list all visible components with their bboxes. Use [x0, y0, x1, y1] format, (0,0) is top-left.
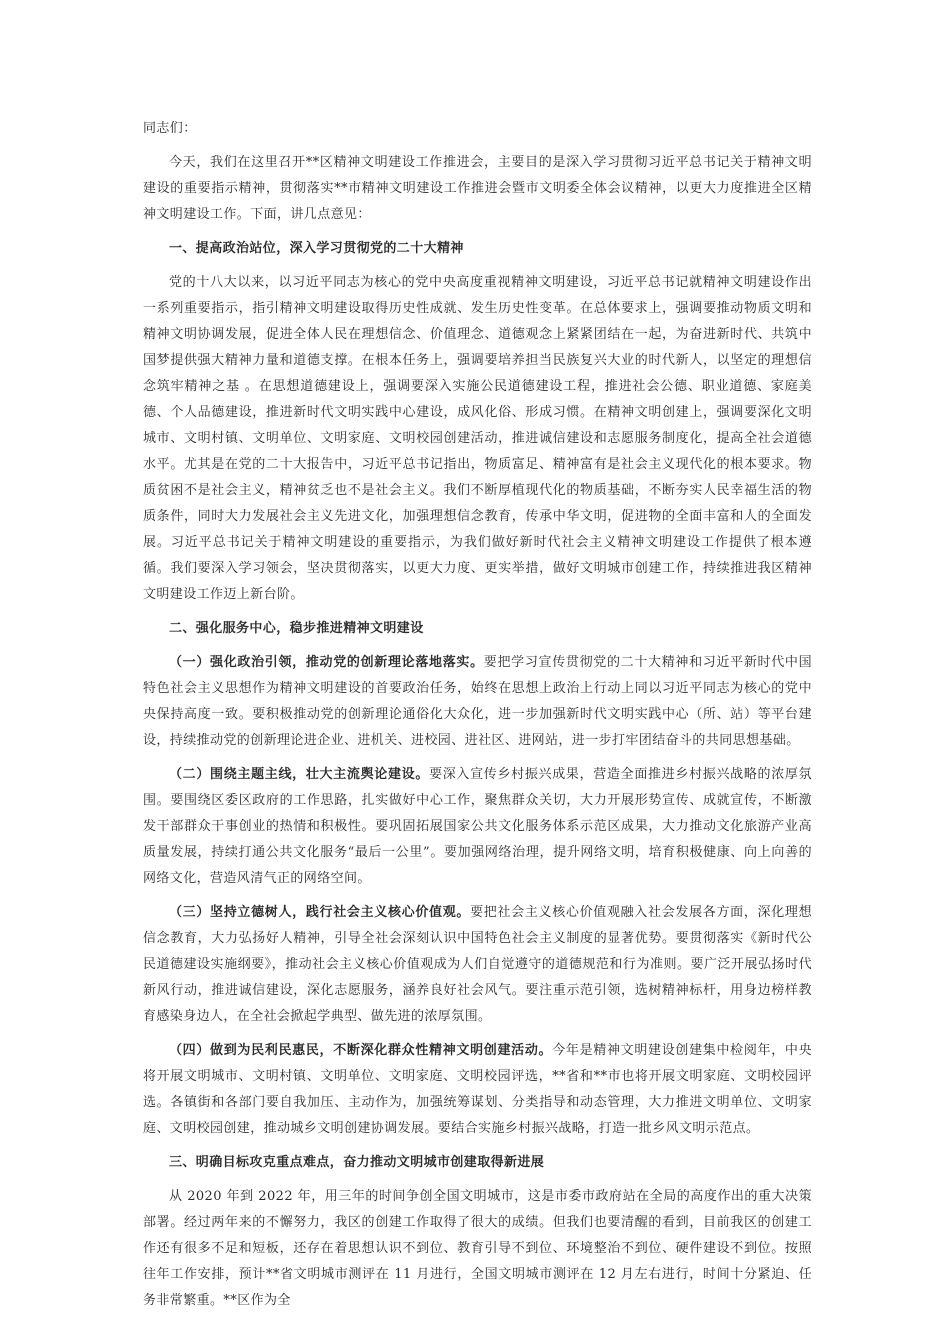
section-1-paragraph: 党的十八大以来，以习近平同志为核心的党中央高度重视精神文明建设，习近平总书记就精神文明建设作出一系列重要指示，指引精神文明建设取得历史性成就、发生历史性变革。在总体要求上，强调要推动物质文明和精神文明协调发展，促进全体人民在理想信念、价值理念、道德观念上紧紧团结在一起，为奋进新时代、共筑中国梦提供强大精神力量和道德支撑。在根本任务上，强调要培养担当民族复兴大业的时代新人，以坚定的理想信念筑牢精神之基 。在思想道德建设上，强调要深入实施公民道德建设工程，推进社会公德、职业道德、家庭美德、个人品德建设，推进新时代文明实践中心建设，成风化俗、形成习惯。在精神文明创建上，强调要深化文明城市、文明村镇、文明单位、文明家庭、文明校园创建活动，推进诚信建设和志愿服务制度化，提高全社会道德水平。尤其是在党的二十大报告中，习近平总书记指出，物质富足、精神富有是社会主义现代化的根本要求。物质贫困不是社会主义，精神贫乏也不是社会主义。我们不断厚植现代化的物质基础，不断夯实人民幸福生活的物质条件，同时大力发展社会主义先进文化，加强理想信念教育，传承中华文明，促进物的全面丰富和人的全面发展。习近平总书记关于精神文明建设的重要指示，为我们做好新时代社会主义精神文明建设工作提供了根本遵循。我们要深入学习领会，坚决贯彻落实，以更大力度、更实举措，做好文明城市创建工作，持续推进我区精神文明建设工作迈上新台阶。 [143, 275, 812, 602]
item-1-lead: （一）强化政治引领，推动党的创新理论落地落实。 [169, 655, 484, 670]
section-3-heading: 三、明确目标攻克重点难点，奋力推动文明城市创建取得新进展 [169, 1155, 545, 1170]
item-3-lead: （三）坚持立德树人，践行社会主义核心价值观。 [169, 905, 471, 920]
section-2-item-2 [143, 762, 812, 892]
item-1-body: 要把学习宣传贯彻党的二十大精神和习近平新时代中国特色社会主义思想作为精神文明建设的首要政治任务，始终在思想上政治上行动上同以习近平同志为核心的党中央保持高度一致。要积极推动党的创新理论通俗化大众化，进一步加强新时代文明实践中心（所、站）等平台建设，持续推动党的创新理论进企业、进机关、进校园、进社区、进网站，进一步打牢团结奋斗的共同思想基础。 [143, 655, 812, 748]
item-4-lead: （四）做到为民利民惠民，不断深化群众性精神文明创建活动。 [169, 1043, 553, 1058]
item-2-body: 要深入宣传乡村振兴成果，营造全面推进乡村振兴战略的浓厚氛围。要围绕区委区政府的工作思路，扎实做好中心工作，聚焦群众关切，大力开展形势宣传、成就宣传，不断激发干部群众干事创业的热情和积极性。要巩固拓展国家公共文化服务体系示范区成果，大力推动文化旅游产业高质量发展，持续打通公共文化服务“最后一公里”。要加强网络治理，提升网络文明，培育积极健康、向上向善的网络文化，营造风清气正的网络空间。 [143, 767, 813, 886]
item-4-body: 今年是精神文明建设创建集中检阅年，中央将开展文明城市、文明村镇、文明单位、文明家庭、文明校园评选，**省和**市也将开展文明家庭、文明校园评选。各镇街和各部门要自我加压、主动作为，加强统筹谋划、分类指导和动态管理，大力推进文明单位、文明家庭、文明校园创建，推动城乡文明创建协调发展。要结合实施乡村振兴战略，打造一批乡风文明示范点。 [143, 1043, 812, 1136]
section-1-heading: 一、提高政治站位，深入学习贯彻党的二十大精神 [169, 241, 464, 256]
section-2-item-4 [143, 1038, 812, 1142]
intro-paragraph: 今天，我们在这里召开**区精神文明建设工作推进会，主要目的是深入学习贯彻习近平总书记关于精神文明建设的重要指示精神，贯彻落实**市精神文明建设工作推进会暨市文明委全体会议精神，以更大力度推进全区精神文明建设工作。下面，讲几点意见： [143, 155, 812, 222]
section-3-paragraph: 从 2020 年到 2022 年，用三年的时间争创全国文明城市，这是市委市政府站在全局的高度作出的重大决策部署。经过两年来的不懈努力，我区的创建工作取得了很大的成绩。但我们也要清醒的看到，目前我区的创建工作还有很多不足和短板，还存在着思想认识不到位、教育引导不到位、环境整治不到位、硬件建设不到位。按照往年工作安排，预计**省文明城市测评在 11 月进行，全国文明城市测评在 12 月左右进行，时间十分紧迫、任务非常繁重。**区作为全 [143, 1189, 812, 1308]
item-2-lead: （二）围绕主题主线，壮大主流舆论建设。 [169, 767, 430, 782]
section-2-item-1 [143, 650, 812, 754]
section-2-item-3 [143, 900, 812, 1030]
section-2-heading: 二、强化服务中心，稳步推进精神文明建设 [169, 621, 424, 636]
salutation: 同志们： [143, 121, 197, 136]
item-3-body: 要把社会主义核心价值观融入社会发展各方面，深化理想信念教育，大力弘扬好人精神，引导全社会深刻认识中国特色社会主义制度的显著优势。要贯彻落实《新时代公民道德建设实施纲要》，推动社会主义核心价值观成为人们自觉遵守的道德规范和行为准则。要广泛开展弘扬时代新风行动，推进诚信建设，深化志愿服务，涵养良好社会风气。要注重示范引领，选树精神标杆，用身边榜样教育感染身边人，在全社会掀起学典型、做先进的浓厚氛围。 [143, 905, 812, 1024]
